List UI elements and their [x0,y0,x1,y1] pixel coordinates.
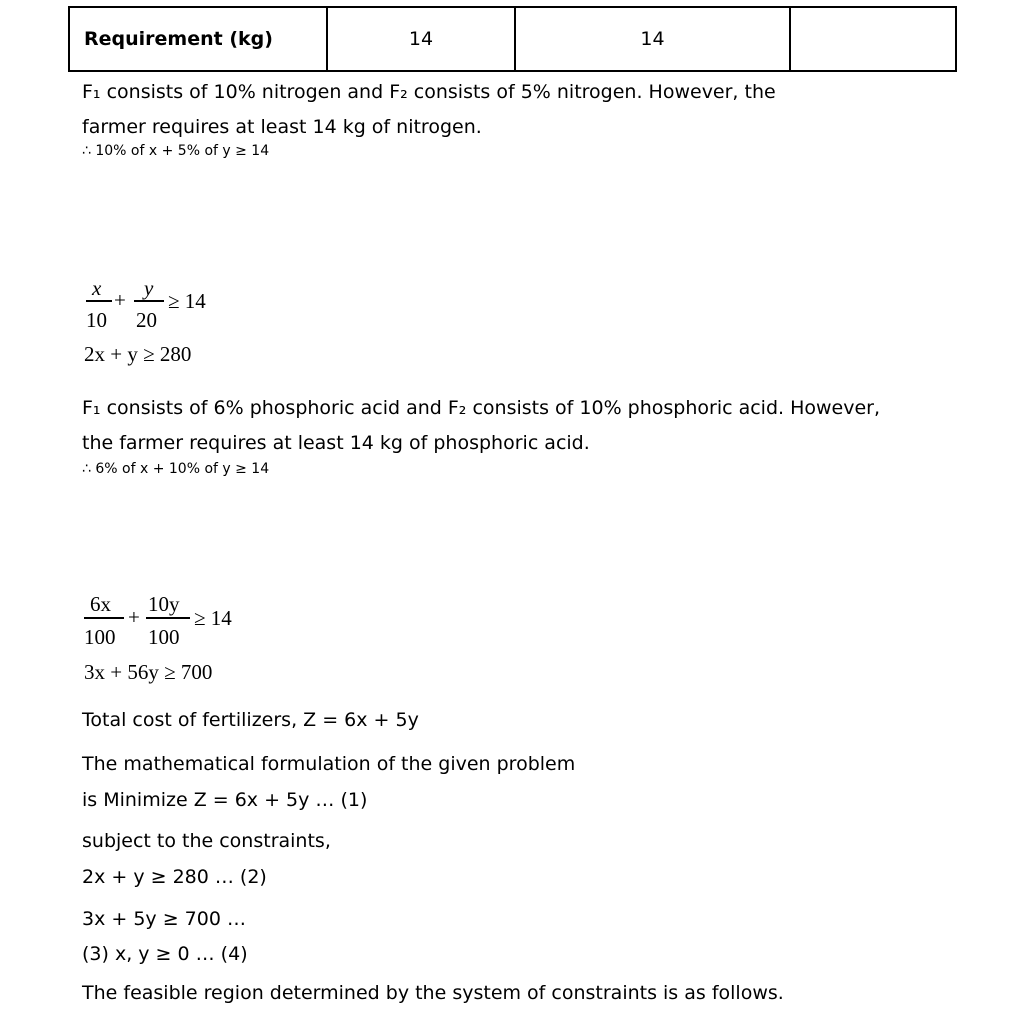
nitrogen-frac2-bar [134,300,164,302]
phosphoric-frac2-denominator: 100 [148,625,180,649]
phosphoric-rhs: ≥ 14 [194,606,232,630]
formulation-line2: is Minimize Z = 6x + 5y … (1) [82,789,368,811]
phosphoric-plus: + [128,605,140,629]
feasible-region-text: The feasible region determined by the system of constraints is as follows. [82,982,784,1004]
table-row [69,7,956,71]
nitrogen-rhs: ≥ 14 [168,289,206,313]
nitrogen-result: 2x + y ≥ 280 [84,342,192,366]
phosphoric-text-line1: F₁ consists of 6% phosphoric acid and F₂ consists of 10% phosphoric acid. However, [82,397,881,419]
phosphoric-frac1-numerator: 6x [90,592,111,616]
table-cell-empty [790,7,956,71]
constraint-2: 2x + y ≥ 280 … (2) [82,866,267,888]
phosphoric-frac1-denominator: 100 [84,625,116,649]
phosphoric-result: 3x + 56y ≥ 700 [84,660,213,684]
requirement-table [68,6,957,72]
total-cost-text: Total cost of fertilizers, Z = 6x + 5y [82,709,419,731]
nitrogen-frac1-denominator: 10 [86,308,107,332]
constraint-4: (3) x, y ≥ 0 … (4) [82,943,248,965]
phosphoric-text-line2: the farmer requires at least 14 kg of phosphoric acid. [82,432,590,454]
nitrogen-frac1-bar [86,300,112,302]
nitrogen-frac2-denominator: 20 [136,308,157,332]
nitrogen-plus: + [114,288,126,312]
constraint-3: 3x + 5y ≥ 700 … [82,908,246,930]
nitrogen-therefore: ∴ 10% of x + 5% of y ≥ 14 [82,143,270,159]
phosphoric-frac2-numerator: 10y [148,592,180,616]
table-cell-f2: 14 [515,7,790,71]
nitrogen-text-line2: farmer requires at least 14 kg of nitrogen. [82,116,482,138]
formulation-line1: The mathematical formulation of the given problem [82,753,576,775]
nitrogen-text-line1: F₁ consists of 10% nitrogen and F₂ consists of 5% nitrogen. However, the [82,81,776,103]
phosphoric-frac1-bar [84,617,124,619]
phosphoric-therefore: ∴ 6% of x + 10% of y ≥ 14 [82,461,270,477]
phosphoric-frac2-bar [146,617,190,619]
table-header-cell: Requirement (kg) [69,7,327,71]
table-cell-f1: 14 [327,7,515,71]
nitrogen-frac1-numerator: x [92,276,102,300]
subject-to-text: subject to the constraints, [82,830,331,852]
nitrogen-frac2-numerator: y [144,276,154,300]
